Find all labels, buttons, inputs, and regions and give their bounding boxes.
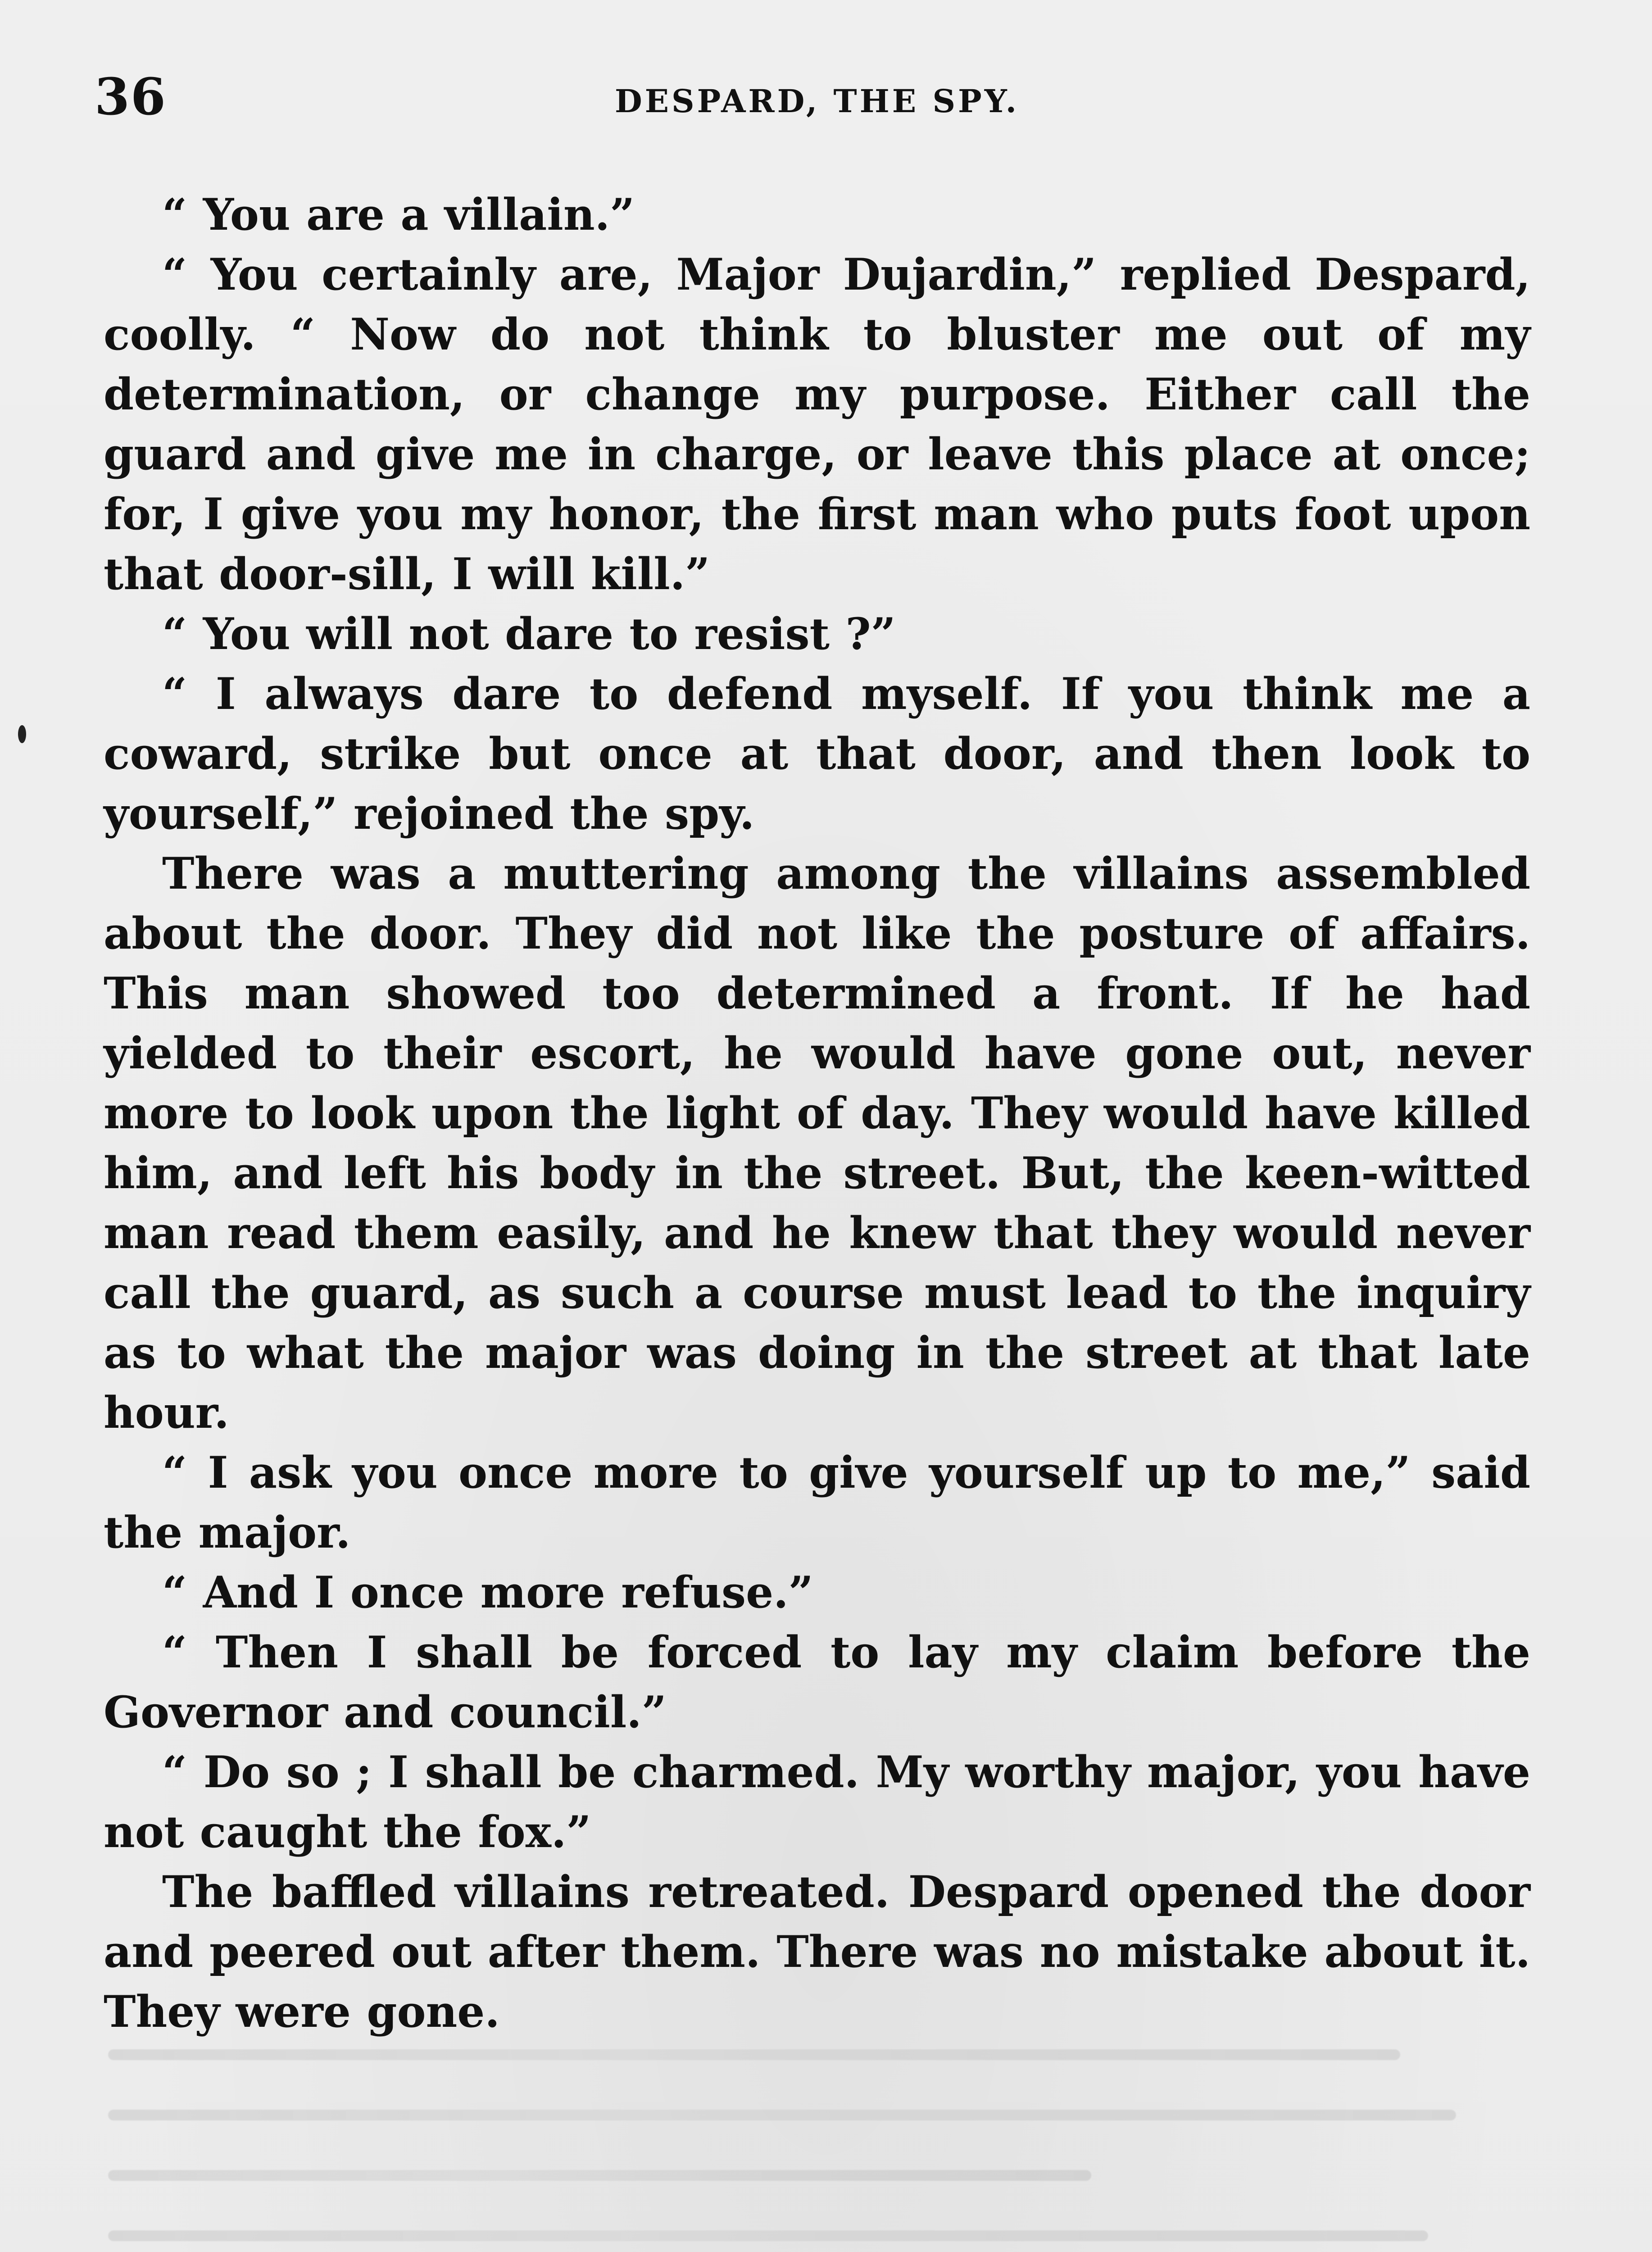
show-through-text [108, 2049, 1512, 2252]
paper-speck [18, 725, 26, 743]
page-header [95, 68, 1539, 135]
page-body [104, 185, 1530, 2042]
running-head: DESPARD, THE SPY. [614, 82, 1020, 120]
paragraph-1: “ You are a villain.” [162, 189, 635, 240]
paragraph-8: “ Then I shall be forced to lay my claim before the Governor and council.” [104, 1627, 1530, 1738]
paragraph-5: There was a muttering among the villains assembled about the door. They did not like the posture of affairs. This man showed too determined a front. If he had yielded to their escort, he would have gone out, never more to look upon the light of day. They would have killed him, and left his body in the street. But, the keen-witted man read them easily, and he knew that they would never call the guard, as such a course must lead to the inquiry as to what the major was doing in the street at that late hour. [104, 848, 1530, 1438]
paragraph-6: “ I ask you once more to give yourself up to me,” said the major. [104, 1447, 1530, 1558]
paragraph-10: The baffled villains retreated. Despard opened the door and peered out after them. There was no mistake about it. They were gone. [104, 1866, 1530, 2037]
paragraph-9: “ Do so ; I shall be charmed. My worthy major, you have not caught the fox.” [104, 1747, 1530, 1857]
page-number: 36 [95, 68, 167, 127]
paragraph-4: “ I always dare to defend myself. If you think me a coward, strike but once at that door, and then look to yourself,” rejoined the spy. [104, 668, 1530, 839]
paragraph-2: “ You certainly are, Major Dujardin,” replied Despard, coolly. “ Now do not think to bluster me out of my determination, or change my purpose. Either call the guard and give me in charge, or leave this place at once; for, I give you my honor, the first man who puts foot upon that door-sill, I will kill.” [104, 249, 1530, 599]
paragraph-3: “ You will not dare to resist ?” [162, 608, 896, 659]
paragraph-7: “ And I once more refuse.” [162, 1567, 813, 1618]
